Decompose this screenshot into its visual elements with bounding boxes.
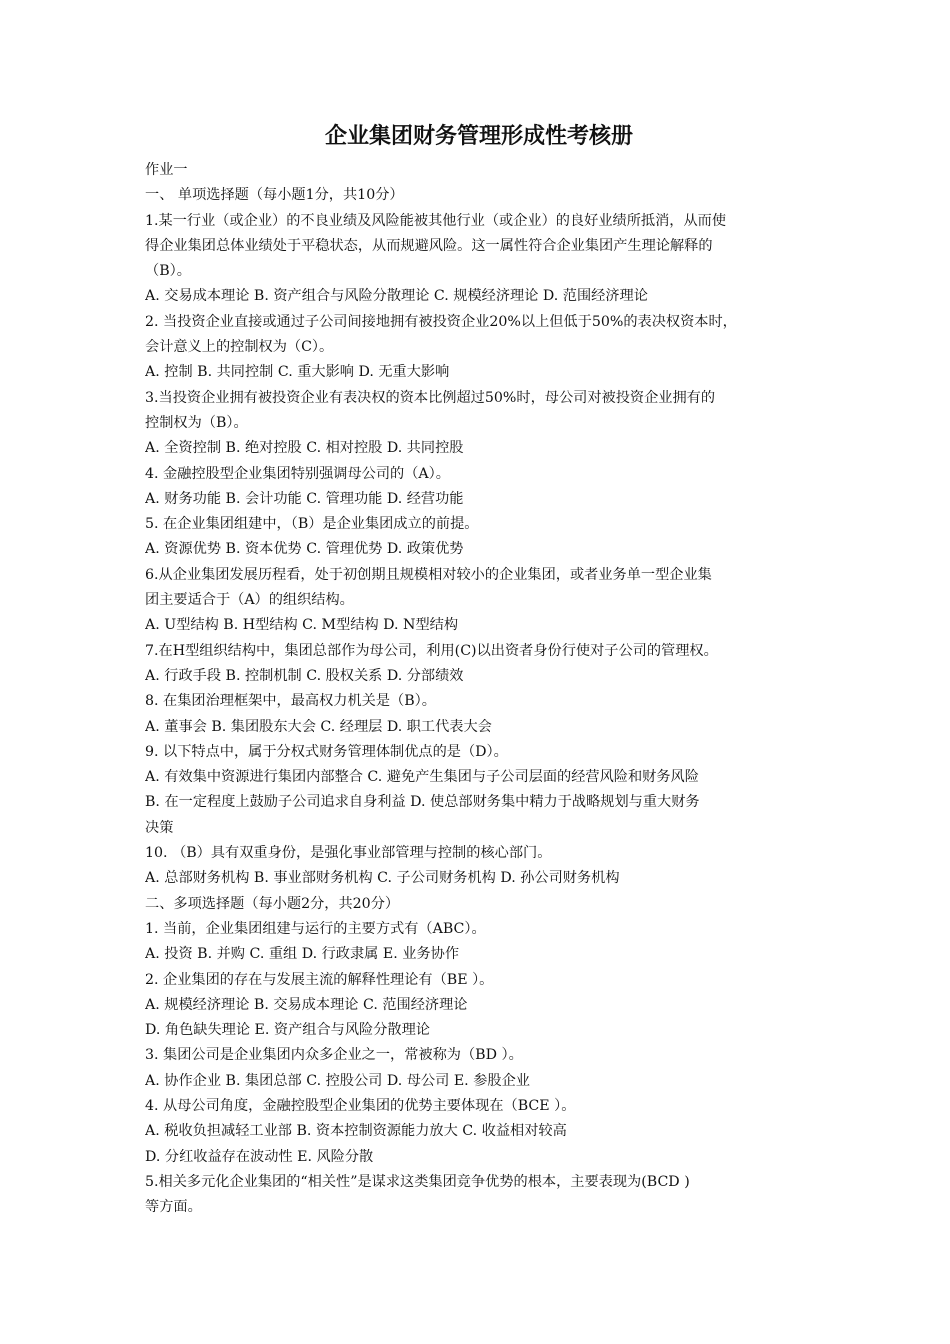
question-text: 7.在H型组织结构中，集团总部作为母公司，利用(C)以出资者身份行使对子公司的管理权。	[145, 642, 718, 659]
question-text: 控制权为（B）。	[145, 414, 248, 431]
answer-options: A. 全资控制 B. 绝对控股 C. 相对控股 D. 共同控股	[145, 440, 464, 457]
question-text: 3.当投资企业拥有被投资企业有表决权的资本比例超过50%时，母公司对被投资企业拥有的	[145, 389, 716, 406]
question-text: 2. 企业集团的存在与发展主流的解释性理论有（BE ）。	[145, 971, 494, 988]
question-text: 10. （B）具有双重身份，是强化事业部管理与控制的核心部门。	[145, 845, 552, 862]
answer-options: A. 税收负担减轻工业部 B. 资本控制资源能力放大 C. 收益相对较高	[145, 1123, 567, 1140]
question-text: 1.某一行业（或企业）的不良业绩及风险能被其他行业（或企业）的良好业绩所抵消，从而使	[145, 212, 727, 229]
answer-options: A. 财务功能 B. 会计功能 C. 管理功能 D. 经营功能	[145, 490, 464, 507]
answer-options: A. 行政手段 B. 控制机制 C. 股权关系 D. 分部绩效	[145, 667, 464, 684]
answer-options: A. 有效集中资源进行集团内部整合 C. 避免产生集团与子公司层面的经营风险和财务风险	[145, 769, 699, 786]
question-text: 团主要适合于（A）的组织结构。	[145, 592, 354, 609]
answer-options: A. 投资 B. 并购 C. 重组 D. 行政隶属 E. 业务协作	[145, 946, 460, 963]
question-text: 6.从企业集团发展历程看，处于初创期且规模相对较小的企业集团，或者业务单一型企业集	[145, 566, 712, 583]
answer-options: D. 角色缺失理论 E. 资产组合与风险分散理论	[145, 1022, 430, 1039]
question-text: 4. 金融控股型企业集团特别强调母公司的（A）。	[145, 465, 450, 482]
question-text: 5. 在企业集团组建中，（B）是企业集团成立的前提。	[145, 516, 479, 533]
part-heading: 二、多项选择题（每小题2分，共20分）	[145, 895, 400, 912]
question-text: 会计意义上的控制权为（C）。	[145, 339, 334, 356]
answer-options: A. 控制 B. 共同控制 C. 重大影响 D. 无重大影响	[145, 364, 450, 381]
question-text: （B）。	[145, 263, 191, 280]
question-text: 得企业集团总体业绩处于平稳状态，从而规避风险。这一属性符合企业集团产生理论解释的	[145, 237, 713, 254]
question-text: 3. 集团公司是企业集团内众多企业之一，常被称为（BD ）。	[145, 1047, 523, 1064]
answer-options: B. 在一定程度上鼓励子公司追求自身利益 D. 使总部财务集中精力于战略规划与重大财务	[145, 794, 700, 811]
question-text: 5.相关多元化企业集团的“相关性”是谋求这类集团竞争优势的根本，主要表现为(BCD )	[145, 1173, 690, 1190]
answer-options: A. 董事会 B. 集团股东大会 C. 经理层 D. 职工代表大会	[145, 718, 492, 735]
section-heading: 作业一	[145, 162, 188, 178]
question-text: 9. 以下特点中，属于分权式财务管理体制优点的是（D）。	[145, 743, 508, 760]
answer-options: A. 总部财务机构 B. 事业部财务机构 C. 子公司财务机构 D. 孙公司财务机构	[145, 870, 620, 887]
part-heading: 一、 单项选择题（每小题1分，共10分）	[145, 187, 404, 204]
answer-options: A. 资源优势 B. 资本优势 C. 管理优势 D. 政策优势	[145, 541, 464, 558]
question-text: 2. 当投资企业直接或通过子公司间接地拥有被投资企业20%以上但低于50%的表决权资本时，	[145, 313, 737, 330]
answer-options: 决策	[145, 819, 174, 836]
question-text: 4. 从母公司角度，金融控股型企业集团的优势主要体现在（BCE ）。	[145, 1097, 576, 1114]
document-title: 企业集团财务管理形成性考核册	[324, 124, 633, 149]
answer-options: A. 交易成本理论 B. 资产组合与风险分散理论 C. 规模经济理论 D. 范围经济理论	[145, 288, 648, 305]
answer-options: A. 协作企业 B. 集团总部 C. 控股公司 D. 母公司 E. 参股企业	[145, 1072, 530, 1089]
answer-options: A. 规模经济理论 B. 交易成本理论 C. 范围经济理论	[145, 996, 468, 1013]
question-text: 等方面。	[145, 1199, 202, 1216]
answer-options: A. U型结构 B. H型结构 C. M型结构 D. N型结构	[145, 617, 459, 634]
question-text: 1. 当前，企业集团组建与运行的主要方式有（ABC）。	[145, 920, 486, 937]
answer-options: D. 分红收益存在波动性 E. 风险分散	[145, 1148, 374, 1165]
question-text: 8. 在集团治理框架中，最高权力机关是（B）。	[145, 693, 436, 710]
document-body	[145, 158, 813, 1220]
